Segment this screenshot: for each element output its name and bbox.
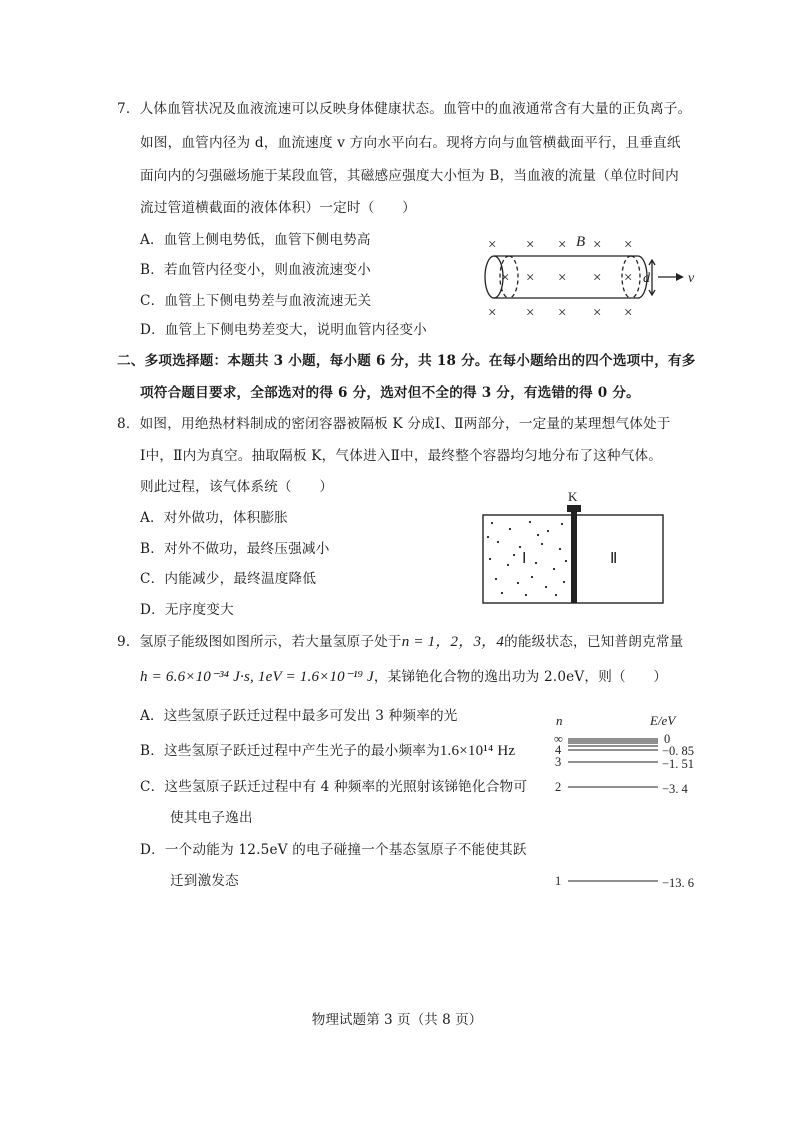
- q8-option-c: C．内能减少，最终温度降低: [140, 571, 317, 587]
- label-v: v: [688, 271, 695, 286]
- field-cross: ×: [526, 237, 535, 253]
- field-cross: ×: [488, 237, 497, 253]
- q7-stem-line2: 如图，血管内径为 d，血流速度 v 方向水平向右。现将方向与血管横截面平行，且垂直纸: [140, 135, 681, 151]
- q9-option-b: [140, 741, 515, 761]
- level-n-4: 4: [555, 743, 562, 757]
- q9-option-d-line2: 迁到激发态: [170, 873, 239, 889]
- field-cross: ×: [488, 305, 497, 321]
- level-e-4: −0. 85: [662, 744, 695, 758]
- q9-stem-text: 9．氢原子能级图如图所示，若大量氢原子处于: [117, 634, 402, 650]
- q7-option-b: B．若血管内径变小，则血液流速变小: [140, 262, 371, 278]
- level-e-inf: 0: [664, 732, 671, 746]
- container-figure: [480, 487, 666, 607]
- section2-heading-line1: 二、多项选择题：本题共 3 小题，每小题 6 分，共 18 分。在每小题给出的四个选项中，有多: [117, 353, 696, 369]
- field-cross: ×: [558, 305, 567, 321]
- field-cross: ×: [593, 270, 602, 286]
- q8-option-a: A．对外做功，体积膨胀: [140, 510, 288, 526]
- field-cross: ×: [558, 270, 567, 286]
- q9-constants-math: h = 6.6×10⁻³⁴ J·s, 1eV = 1.6×10⁻¹⁹ J: [140, 669, 374, 685]
- q9-option-c-line1: C．这些氢原子跃迁过程中有 4 种频率的光照射该锑铯化合物可: [140, 779, 528, 795]
- q7-option-a: A．血管上侧电势低，血管下侧电势高: [140, 232, 371, 248]
- field-cross: ×: [558, 237, 567, 253]
- level-n-3: 3: [555, 755, 562, 769]
- field-cross: ×: [526, 305, 535, 321]
- q9-option-d-line1: D．一个动能为 12.5eV 的电子碰撞一个基态氢原子不能使其跃: [140, 842, 527, 858]
- label-d: d: [643, 271, 650, 286]
- level-e-1: −13. 6: [662, 876, 695, 890]
- q9-option-a: A．这些氢原子跃迁过程中最多可发出 3 种频率的光: [140, 708, 458, 724]
- label-region-II: Ⅱ: [610, 551, 618, 567]
- q9-stem-text-3: ，某锑铯化合物的逸出功为 2.0eV，则（ ）: [373, 669, 668, 685]
- field-cross: ×: [526, 270, 535, 286]
- field-cross: ×: [624, 237, 633, 253]
- q9-option-b-text: B．这些氢原子跃迁过程中产生光子的最小频率为: [140, 743, 440, 759]
- level-n-inf: ∞: [554, 732, 563, 746]
- q7-option-c: C．血管上下侧电势差与血液流速无关: [140, 293, 372, 309]
- q9-levels-math: n = 1，2，3，4: [401, 634, 505, 650]
- label-region-I: Ⅰ: [522, 551, 527, 567]
- label-K: K: [568, 489, 578, 504]
- q9-option-b-math: 1.6×10¹⁴ Hz: [439, 743, 516, 759]
- field-cross: ×: [593, 237, 602, 253]
- q7-option-d: D．血管上下侧电势差变大，说明血管内径变小: [140, 322, 427, 338]
- section2-heading-line2: 项符合题目要求，全部选对的得 6 分，选对但不全的得 3 分，有选错的得 0 分。: [140, 385, 640, 401]
- field-cross: ×: [501, 270, 510, 286]
- q8-stem-line2: Ⅰ中，Ⅱ内为真空。抽取隔板 K，气体进入Ⅱ中，最终整个容器均匀地分布了这种气体。: [140, 448, 663, 464]
- axis-label-energy: E/eV: [650, 713, 676, 728]
- q8-stem-line3: 则此过程，该气体系统（ ）: [140, 479, 334, 495]
- energy-level-diagram: [548, 710, 708, 892]
- q7-stem-line1: 7．人体血管状况及血液流速可以反映身体健康状态。血管中的血液通常含有大量的正负离子。: [117, 101, 692, 117]
- page-footer: 物理试题第 3 页（共 8 页）: [311, 1012, 483, 1028]
- field-cross: ×: [593, 305, 602, 321]
- level-n-2: 2: [555, 780, 562, 794]
- q8-option-b: B．对外不做功，最终压强减小: [140, 541, 330, 557]
- blood-vessel-figure: [476, 230, 708, 322]
- axis-label-n: n: [556, 713, 563, 728]
- field-cross: ×: [624, 270, 633, 286]
- label-B: B: [576, 234, 586, 250]
- q9-stem-line1: [117, 632, 683, 652]
- level-e-2: −3. 4: [662, 782, 688, 796]
- q8-option-d: D．无序度变大: [140, 602, 234, 618]
- q9-stem-text-2: 的能级状态，已知普朗克常量: [504, 634, 684, 650]
- q7-stem-line3: 面向内的匀强磁场施于某段血管，其磁感应强度大小恒为 B，当血液的流量（单位时间内: [140, 168, 679, 184]
- level-e-3: −1. 51: [662, 757, 695, 771]
- field-cross: ×: [624, 305, 633, 321]
- q9-stem-line2: [140, 667, 667, 687]
- level-n-1: 1: [555, 874, 562, 888]
- q7-stem-line4: 流过管道横截面的液体体积）一定时（ ）: [140, 200, 416, 216]
- q9-option-c-line2: 使其电子逸出: [170, 810, 253, 826]
- q8-stem-line1: 8．如图，用绝热材料制成的密闭容器被隔板 K 分成Ⅰ、Ⅱ两部分，一定量的某理想气体处于: [117, 416, 671, 432]
